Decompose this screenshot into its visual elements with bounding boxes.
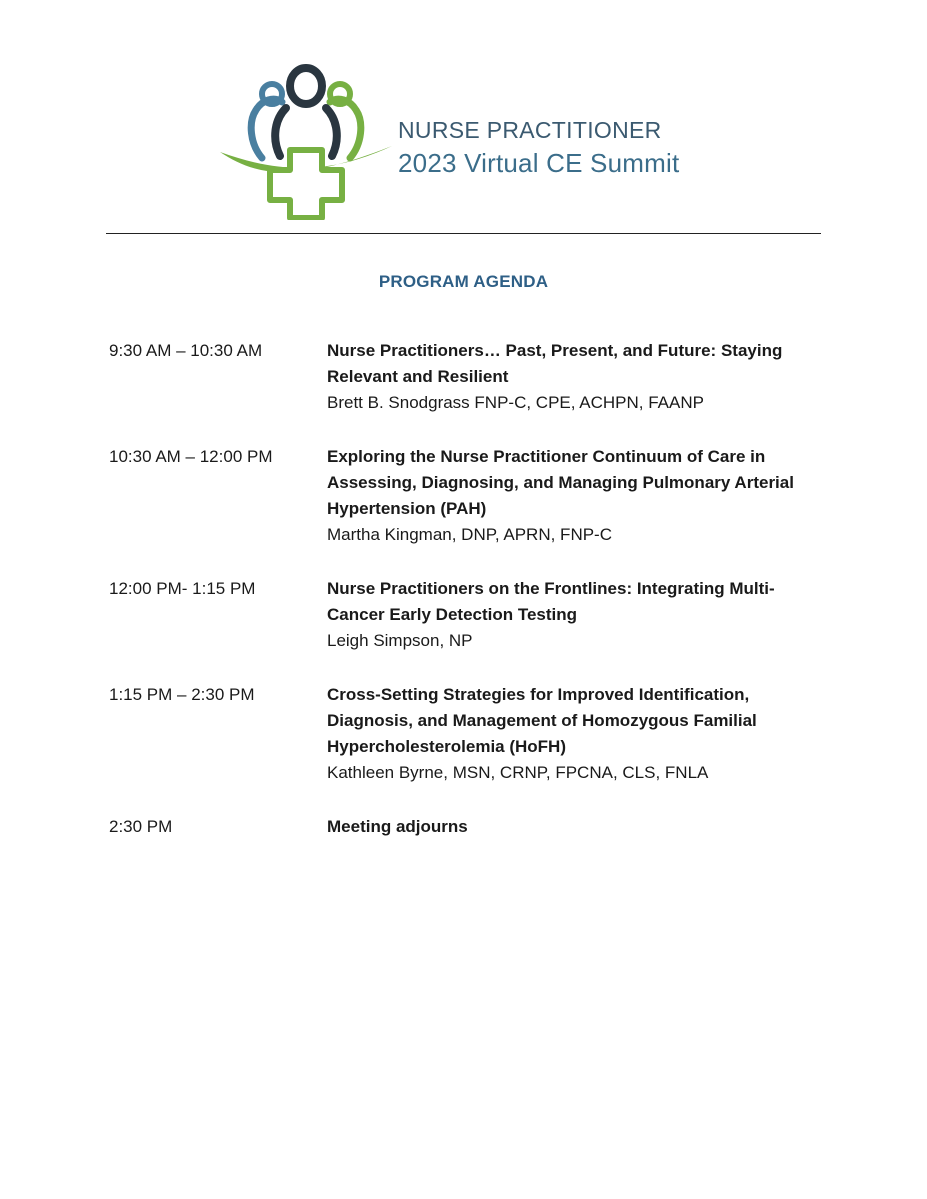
session-details xyxy=(327,682,824,786)
session-time: 1:15 PM – 2:30 PM xyxy=(109,685,255,704)
session-time: 2:30 PM xyxy=(109,817,173,836)
nurse-practitioner-logo-icon xyxy=(216,64,396,220)
agenda-item xyxy=(109,338,824,416)
session-speaker: Martha Kingman, DNP, APRN, FNP-C xyxy=(327,525,612,544)
session-time: 12:00 PM- 1:15 PM xyxy=(109,579,256,598)
session-title: Exploring the Nurse Practitioner Continuum of Care in Assessing, Diagnosing, and Managing Pulmonary Arterial Hypertension (PAH) xyxy=(327,447,794,518)
session-details xyxy=(327,338,824,416)
session-title: Nurse Practitioners… Past, Present, and Future: Staying Relevant and Resilient xyxy=(327,341,783,386)
session-title: Nurse Practitioners on the Frontlines: Integrating Multi-Cancer Early Detection Testing xyxy=(327,579,775,624)
session-time: 10:30 AM – 12:00 PM xyxy=(109,447,273,466)
logo-title-line1: NURSE PRACTITIONER xyxy=(398,117,662,143)
agenda-list xyxy=(109,338,824,868)
session-details xyxy=(327,444,824,548)
session-speaker: Leigh Simpson, NP xyxy=(327,631,473,650)
agenda-item xyxy=(109,444,824,548)
session-details xyxy=(327,814,824,840)
page-title: PROGRAM AGENDA xyxy=(378,272,549,291)
agenda-item xyxy=(109,682,824,786)
agenda-item xyxy=(109,814,824,840)
session-title: Meeting adjourns xyxy=(327,817,468,836)
session-speaker: Kathleen Byrne, MSN, CRNP, FPCNA, CLS, FNLA xyxy=(327,763,709,782)
summit-logo xyxy=(216,60,716,220)
session-speaker: Brett B. Snodgrass FNP-C, CPE, ACHPN, FAANP xyxy=(327,393,704,412)
header-divider xyxy=(106,233,821,234)
session-title: Cross-Setting Strategies for Improved Identification, Diagnosis, and Management of Homozygous Familial Hypercholesterolemia (HoFH) xyxy=(327,685,757,756)
agenda-item xyxy=(109,576,824,654)
session-time: 9:30 AM – 10:30 AM xyxy=(109,341,263,360)
session-details xyxy=(327,576,824,654)
logo-title-line2: 2023 Virtual CE Summit xyxy=(398,148,680,178)
